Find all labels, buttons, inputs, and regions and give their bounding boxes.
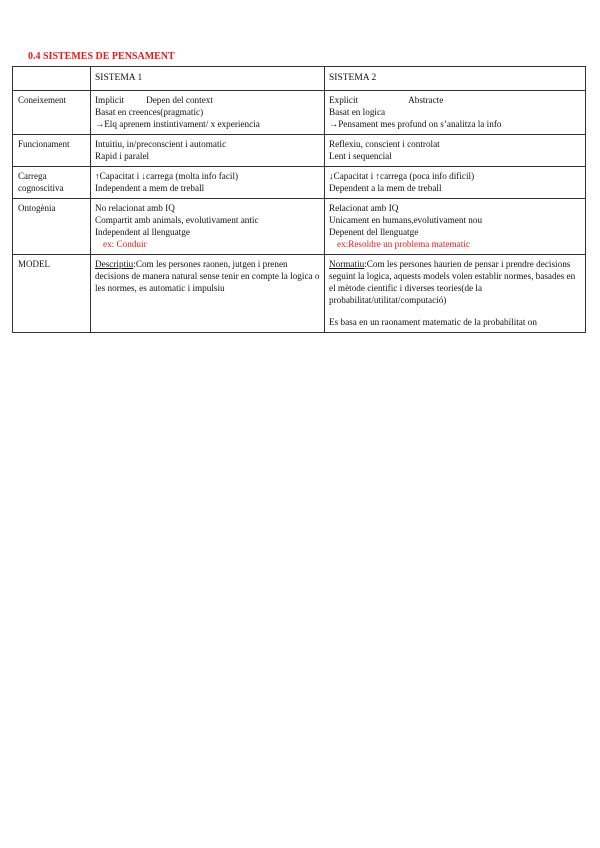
- cell-line: Independent al llenguatge: [95, 227, 190, 237]
- column-header-sistema2: SISTEMA 2: [325, 67, 586, 91]
- cell-line: Lent i sequencial: [329, 151, 392, 161]
- cell-coneixement-s1: [91, 91, 325, 135]
- cell-ontogenia-s2: [325, 199, 586, 255]
- table-row-carrega: [13, 167, 586, 199]
- cell-line: Independent a mem de treball: [95, 183, 205, 193]
- table-row-ontogenia: [13, 199, 586, 255]
- cell-line: Unicament en humans,evolutivament nou: [329, 215, 483, 225]
- example-text: ex: Conduir: [103, 239, 147, 249]
- cell-funcionament-s2: [325, 135, 586, 167]
- cell-line: No relacionat amb IQ: [95, 203, 175, 213]
- cell-line: →Pensament mes profund on s’analitza la info: [329, 119, 502, 129]
- cell-carrega-s2: [325, 167, 586, 199]
- cell-line: Depenent del llenguatge: [329, 227, 419, 237]
- cell-paragraph: Es basa en un raonament matematic de la probabilitat on: [329, 317, 537, 327]
- paragraph-spacer: [329, 306, 581, 316]
- corner-cell: [13, 67, 91, 91]
- cell-line: [95, 94, 320, 106]
- cell-line: Relacionat amb IQ: [329, 203, 399, 213]
- cell-ontogenia-s1: [91, 199, 325, 255]
- cell-line: [329, 94, 581, 106]
- section-heading: 0.4 SISTEMES DE PENSAMENT: [28, 51, 175, 62]
- cell-text: Explicit: [329, 95, 359, 105]
- cell-paragraph: [329, 258, 581, 306]
- example-text: ex:Resoldre un problema matematic: [337, 239, 470, 249]
- cell-line: ↓Capacitat i ↑carrega (poca info dificil): [329, 171, 475, 181]
- cell-line: →Elq aprenem instintivament/ x experiencia: [95, 119, 260, 129]
- cell-text: Implicit: [95, 95, 125, 105]
- model-term: Descriptiu: [95, 259, 134, 269]
- cell-model-s1: [91, 255, 325, 333]
- row-label-funcionament: Funcionament: [13, 135, 91, 167]
- column-header-sistema1: SISTEMA 1: [91, 67, 325, 91]
- cell-line: Reflexiu, conscient i controlat: [329, 139, 440, 149]
- table-row-coneixement: [13, 91, 586, 135]
- cell-line: ↑Capacitat i ↓carrega (molta info facil): [95, 171, 239, 181]
- cell-line: Intuitiu, in/preconscient i automatic: [95, 139, 227, 149]
- comparison-table: [12, 66, 586, 333]
- row-label-ontogenia: Ontogènia: [13, 199, 91, 255]
- cell-coneixement-s2: [325, 91, 586, 135]
- cell-model-s2: [325, 255, 586, 333]
- cell-carrega-s1: [91, 167, 325, 199]
- table-header-row: [13, 67, 586, 91]
- table-row-model: [13, 255, 586, 333]
- cell-text: Abstracte: [408, 95, 444, 105]
- cell-line: Compartit amb animals, evolutivament antic: [95, 215, 259, 225]
- row-label-model: MODEL: [13, 255, 91, 333]
- cell-text: :Com les persones raonen, jutgen i prenen decisions de manera natural sense tenir en compte la logica o les normes, es automatic i impulsiu: [95, 259, 320, 293]
- cell-line: Basat en logica: [329, 107, 386, 117]
- model-term: Normatiu: [329, 259, 365, 269]
- cell-paragraph: [95, 258, 320, 294]
- cell-funcionament-s1: [91, 135, 325, 167]
- cell-text: Depen del context: [146, 95, 213, 105]
- cell-line: Rapid i paralel: [95, 151, 150, 161]
- cell-text: :Com les persones haurien de pensar i prendre decisions seguint la logica, aquests models volen establir normes, basades en el mètode cientific i diverses teories(de la probabilitat/utilitat/computació): [329, 259, 576, 305]
- cell-line: Dependent a la mem de treball: [329, 183, 442, 193]
- table-row-funcionament: [13, 135, 586, 167]
- cell-line: Basat en creences(pragmatic): [95, 107, 204, 117]
- row-label-carrega: Carrega cognoscitiva: [13, 167, 91, 199]
- row-label-coneixement: Coneixement: [13, 91, 91, 135]
